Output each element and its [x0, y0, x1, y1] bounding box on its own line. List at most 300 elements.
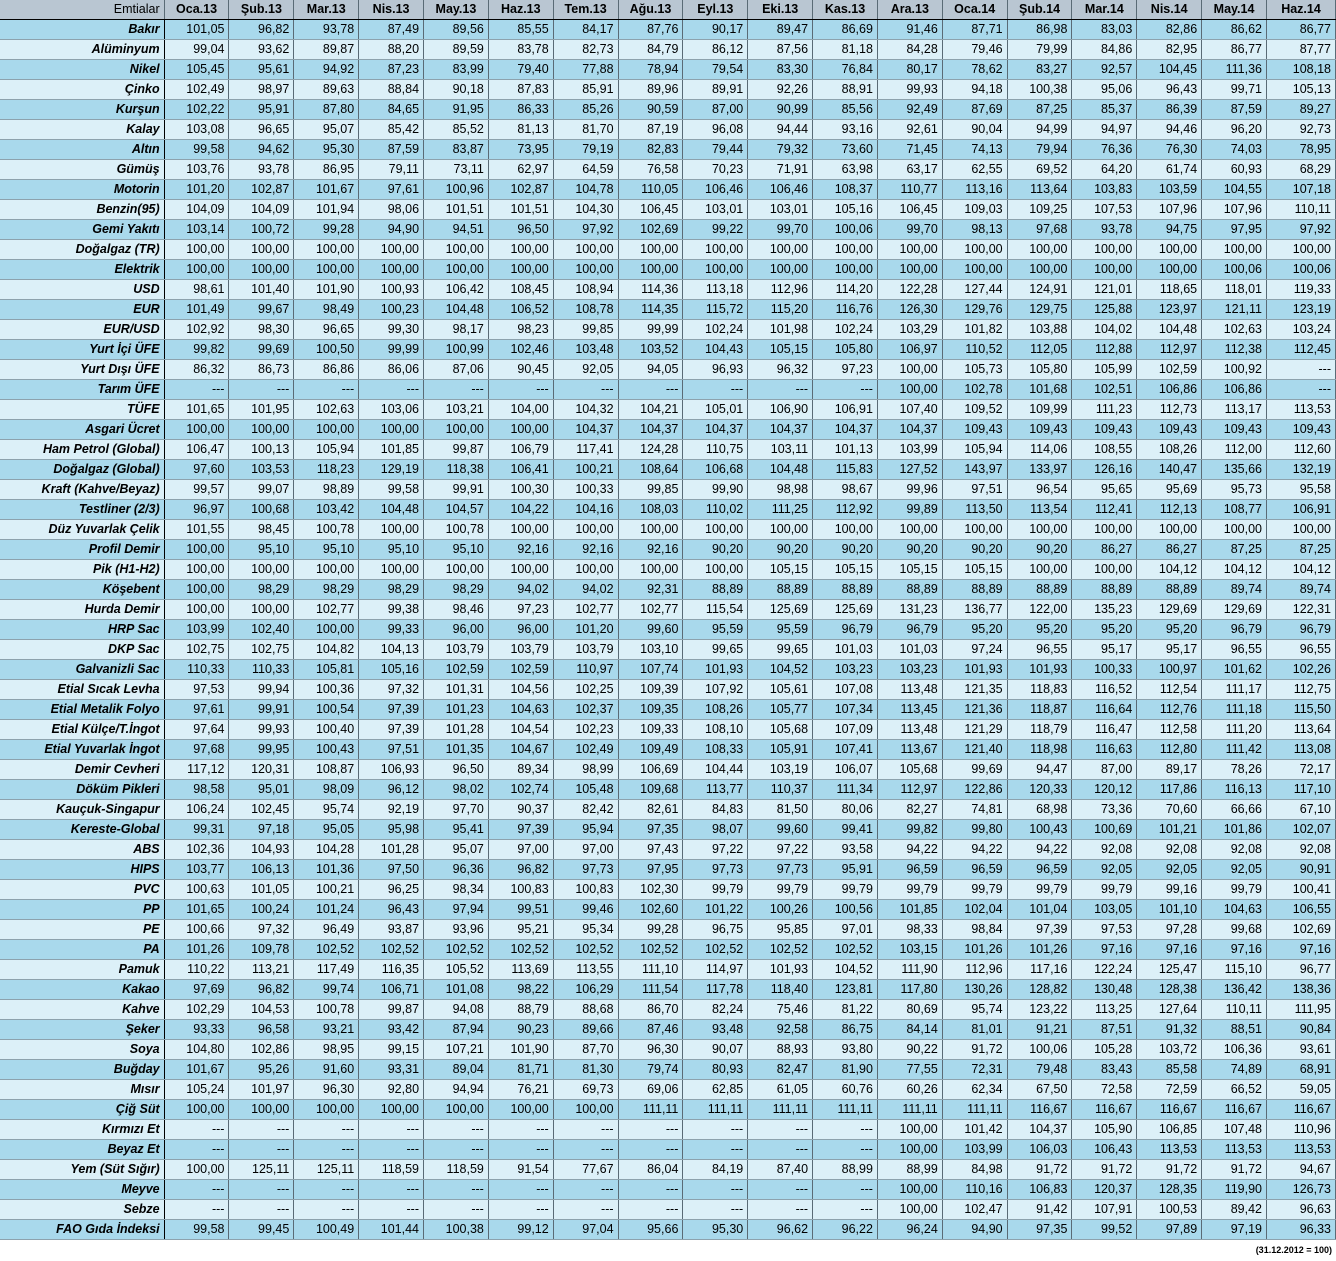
index-value-cell: --- — [164, 1200, 229, 1220]
index-value-cell: 96,24 — [877, 1220, 942, 1240]
index-value-cell: 101,97 — [229, 1080, 294, 1100]
index-value-cell: 102,59 — [1137, 360, 1202, 380]
index-value-cell: 93,48 — [683, 1020, 748, 1040]
index-value-cell: 100,00 — [942, 260, 1007, 280]
index-value-cell: 89,74 — [1202, 580, 1267, 600]
index-value-cell: 117,10 — [1266, 780, 1335, 800]
index-value-cell: 104,37 — [877, 420, 942, 440]
index-value-cell: 118,59 — [424, 1160, 489, 1180]
index-value-cell: 103,48 — [553, 340, 618, 360]
index-value-cell: 101,26 — [1007, 940, 1072, 960]
index-value-cell: 102,46 — [488, 340, 553, 360]
index-value-cell: 98,84 — [942, 920, 1007, 940]
index-value-cell: 99,04 — [164, 40, 229, 60]
index-value-cell: 95,01 — [229, 780, 294, 800]
index-value-cell: 102,63 — [294, 400, 359, 420]
index-value-cell: 97,19 — [1202, 1220, 1267, 1240]
index-value-cell: 102,63 — [1202, 320, 1267, 340]
index-value-cell: 98,95 — [294, 1040, 359, 1060]
index-value-cell: 63,17 — [877, 160, 942, 180]
index-value-cell: 94,02 — [488, 580, 553, 600]
index-value-cell: 93,21 — [294, 1020, 359, 1040]
index-value-cell: 100,00 — [164, 560, 229, 580]
index-value-cell: 81,70 — [553, 120, 618, 140]
index-value-cell: 105,15 — [877, 560, 942, 580]
index-value-cell: 100,00 — [1007, 520, 1072, 540]
index-value-cell: 100,00 — [164, 420, 229, 440]
index-value-cell: 80,06 — [813, 800, 878, 820]
index-value-cell: 113,45 — [877, 700, 942, 720]
index-value-cell: 94,05 — [618, 360, 683, 380]
index-value-cell: 90,20 — [942, 540, 1007, 560]
table-row — [0, 680, 1336, 700]
index-value-cell: 101,21 — [1137, 820, 1202, 840]
index-value-cell: 99,93 — [877, 80, 942, 100]
index-value-cell: 98,29 — [359, 580, 424, 600]
commodity-name-cell: Yurt Dışı ÜFE — [0, 360, 164, 380]
index-value-cell: 97,00 — [553, 840, 618, 860]
index-value-cell: 79,11 — [359, 160, 424, 180]
index-value-cell: 91,72 — [942, 1040, 1007, 1060]
index-value-cell: 107,18 — [1266, 180, 1335, 200]
index-value-cell: 125,69 — [748, 600, 813, 620]
index-value-cell: 103,19 — [748, 760, 813, 780]
index-value-cell: 92,08 — [1266, 840, 1335, 860]
index-value-cell: 93,62 — [229, 40, 294, 60]
index-value-cell: 106,90 — [748, 400, 813, 420]
index-value-cell: 100,00 — [618, 560, 683, 580]
index-value-cell: 97,69 — [164, 980, 229, 1000]
index-value-cell: 97,23 — [813, 360, 878, 380]
index-value-cell: 87,80 — [294, 100, 359, 120]
index-value-cell: 99,90 — [683, 480, 748, 500]
index-value-cell: 93,42 — [359, 1020, 424, 1040]
commodity-name-cell: Sebze — [0, 1200, 164, 1220]
index-value-cell: 100,00 — [164, 240, 229, 260]
index-value-cell: --- — [618, 380, 683, 400]
commodity-name-cell: FAO Gıda İndeksi — [0, 1220, 164, 1240]
index-value-cell: 99,60 — [618, 620, 683, 640]
index-value-cell: 101,93 — [748, 960, 813, 980]
index-value-cell: 129,19 — [359, 460, 424, 480]
index-value-cell: 86,32 — [164, 360, 229, 380]
commodity-name-cell: Kalay — [0, 120, 164, 140]
index-value-cell: 85,42 — [359, 120, 424, 140]
index-value-cell: --- — [553, 1140, 618, 1160]
index-value-cell: 116,47 — [1072, 720, 1137, 740]
index-value-cell: 103,06 — [359, 400, 424, 420]
index-value-cell: 97,04 — [553, 1220, 618, 1240]
index-value-cell: 112,58 — [1137, 720, 1202, 740]
index-value-cell: 100,50 — [294, 340, 359, 360]
table-row — [0, 840, 1336, 860]
index-value-cell: 102,49 — [164, 80, 229, 100]
index-value-cell: 110,02 — [683, 500, 748, 520]
table-row — [0, 360, 1336, 380]
index-value-cell: 100,00 — [618, 520, 683, 540]
index-value-cell: 101,24 — [294, 900, 359, 920]
index-value-cell: 87,46 — [618, 1020, 683, 1040]
index-value-cell: 121,40 — [942, 740, 1007, 760]
index-value-cell: 95,61 — [229, 60, 294, 80]
index-value-cell: 78,95 — [1266, 140, 1335, 160]
index-value-cell: 87,69 — [942, 100, 1007, 120]
index-value-cell: 94,75 — [1137, 220, 1202, 240]
index-value-cell: 100,00 — [1202, 520, 1267, 540]
index-value-cell: 106,69 — [618, 760, 683, 780]
index-value-cell: 90,20 — [813, 540, 878, 560]
index-value-cell: 90,04 — [942, 120, 1007, 140]
index-value-cell: 100,00 — [1007, 260, 1072, 280]
index-value-cell: 100,00 — [1266, 520, 1335, 540]
index-value-cell: 100,00 — [1137, 260, 1202, 280]
index-value-cell: 116,67 — [1137, 1100, 1202, 1120]
commodity-name-cell: PA — [0, 940, 164, 960]
index-value-cell: 110,11 — [1266, 200, 1335, 220]
commodity-name-cell: Kakao — [0, 980, 164, 1000]
index-value-cell: 95,59 — [748, 620, 813, 640]
index-value-cell: 99,38 — [359, 600, 424, 620]
index-value-cell: 100,00 — [553, 1100, 618, 1120]
index-value-cell: 107,08 — [813, 680, 878, 700]
index-value-cell: 117,86 — [1137, 780, 1202, 800]
index-value-cell: 121,11 — [1202, 300, 1267, 320]
column-header-month: Nis.13 — [359, 0, 424, 20]
index-value-cell: 92,57 — [1072, 60, 1137, 80]
index-value-cell: 105,99 — [1072, 360, 1137, 380]
index-value-cell: 118,59 — [359, 1160, 424, 1180]
index-value-cell: 95,05 — [294, 820, 359, 840]
index-value-cell: 76,36 — [1072, 140, 1137, 160]
commodity-name-cell: Etial Yuvarlak İngot — [0, 740, 164, 760]
index-value-cell: 97,39 — [488, 820, 553, 840]
index-value-cell: 86,77 — [1202, 40, 1267, 60]
index-value-cell: 108,45 — [488, 280, 553, 300]
index-value-cell: 100,00 — [424, 240, 489, 260]
index-value-cell: 104,12 — [1137, 560, 1202, 580]
index-value-cell: 95,85 — [748, 920, 813, 940]
index-value-cell: 99,69 — [942, 760, 1007, 780]
index-value-cell: 96,63 — [1266, 1200, 1335, 1220]
index-value-cell: 113,18 — [683, 280, 748, 300]
index-value-cell: --- — [164, 1120, 229, 1140]
commodity-name-cell: Hurda Demir — [0, 600, 164, 620]
index-value-cell: 100,33 — [553, 480, 618, 500]
commodity-name-cell: ABS — [0, 840, 164, 860]
index-value-cell: 109,43 — [1266, 420, 1335, 440]
index-value-cell: 101,10 — [1137, 900, 1202, 920]
index-value-cell: 116,76 — [813, 300, 878, 320]
index-value-cell: 100,00 — [424, 1100, 489, 1120]
index-value-cell: 89,17 — [1137, 760, 1202, 780]
index-value-cell: 105,61 — [748, 680, 813, 700]
index-value-cell: 97,92 — [1266, 220, 1335, 240]
table-row — [0, 960, 1336, 980]
index-value-cell: --- — [229, 1200, 294, 1220]
index-value-cell: 100,00 — [229, 240, 294, 260]
index-value-cell: 102,52 — [748, 940, 813, 960]
index-value-cell: 111,95 — [1266, 1000, 1335, 1020]
index-value-cell: 100,00 — [488, 1100, 553, 1120]
index-value-cell: 101,95 — [229, 400, 294, 420]
index-value-cell: 100,69 — [1072, 820, 1137, 840]
index-value-cell: 102,36 — [164, 840, 229, 860]
index-value-cell: 110,05 — [618, 180, 683, 200]
table-row — [0, 740, 1336, 760]
index-value-cell: 109,43 — [942, 420, 1007, 440]
index-value-cell: 92,61 — [877, 120, 942, 140]
commodity-name-cell: Etial Sıcak Levha — [0, 680, 164, 700]
index-value-cell: 82,83 — [618, 140, 683, 160]
index-value-cell: 95,20 — [1137, 620, 1202, 640]
index-value-cell: 97,92 — [553, 220, 618, 240]
index-value-cell: 94,92 — [294, 60, 359, 80]
index-value-cell: 101,85 — [877, 900, 942, 920]
index-value-cell: 113,16 — [942, 180, 1007, 200]
table-row — [0, 640, 1336, 660]
index-value-cell: 106,85 — [1137, 1120, 1202, 1140]
index-value-cell: 99,89 — [877, 500, 942, 520]
index-value-cell: 90,99 — [748, 100, 813, 120]
index-value-cell: 110,22 — [164, 960, 229, 980]
index-value-cell: 85,58 — [1137, 1060, 1202, 1080]
column-header-month: Eyl.13 — [683, 0, 748, 20]
index-value-cell: 86,73 — [229, 360, 294, 380]
index-value-cell: 102,26 — [1266, 660, 1335, 680]
index-value-cell: --- — [488, 1140, 553, 1160]
index-value-cell: 104,57 — [424, 500, 489, 520]
index-value-cell: 67,10 — [1266, 800, 1335, 820]
index-value-cell: 100,00 — [813, 520, 878, 540]
index-value-cell: 126,73 — [1266, 1180, 1335, 1200]
index-value-cell: 95,30 — [683, 1220, 748, 1240]
index-value-cell: 100,00 — [359, 260, 424, 280]
index-value-cell: 99,85 — [553, 320, 618, 340]
index-value-cell: 106,86 — [1137, 380, 1202, 400]
index-value-cell: --- — [683, 1200, 748, 1220]
index-value-cell: 100,06 — [1266, 260, 1335, 280]
commodity-name-cell: Testliner (2/3) — [0, 500, 164, 520]
index-value-cell: 86,04 — [618, 1160, 683, 1180]
index-value-cell: 122,86 — [942, 780, 1007, 800]
index-value-cell: 110,96 — [1266, 1120, 1335, 1140]
table-row — [0, 820, 1336, 840]
index-value-cell: 107,74 — [618, 660, 683, 680]
index-value-cell: 115,54 — [683, 600, 748, 620]
index-value-cell: 127,44 — [942, 280, 1007, 300]
index-value-cell: 100,53 — [1137, 1200, 1202, 1220]
index-value-cell: 90,91 — [1266, 860, 1335, 880]
index-value-cell: 100,00 — [618, 260, 683, 280]
index-value-cell: 129,76 — [942, 300, 1007, 320]
index-value-cell: --- — [813, 1140, 878, 1160]
index-value-cell: 95,58 — [1266, 480, 1335, 500]
index-value-cell: 90,22 — [877, 1040, 942, 1060]
index-value-cell: 68,91 — [1266, 1060, 1335, 1080]
index-value-cell: 102,40 — [229, 620, 294, 640]
index-value-cell: 83,03 — [1072, 20, 1137, 40]
index-value-cell: 100,26 — [748, 900, 813, 920]
table-row — [0, 520, 1336, 540]
index-value-cell: --- — [229, 1120, 294, 1140]
index-value-cell: 82,95 — [1137, 40, 1202, 60]
index-value-cell: 100,21 — [553, 460, 618, 480]
index-value-cell: --- — [553, 1120, 618, 1140]
index-value-cell: 97,22 — [748, 840, 813, 860]
index-value-cell: 100,40 — [294, 720, 359, 740]
index-value-cell: --- — [294, 1120, 359, 1140]
index-value-cell: 115,50 — [1266, 700, 1335, 720]
index-value-cell: 99,33 — [359, 620, 424, 640]
index-value-cell: 102,60 — [618, 900, 683, 920]
index-value-cell: 96,30 — [294, 1080, 359, 1100]
table-row — [0, 940, 1336, 960]
index-value-cell: 99,94 — [229, 680, 294, 700]
index-value-cell: 95,17 — [1137, 640, 1202, 660]
commodity-name-cell: TÜFE — [0, 400, 164, 420]
index-value-cell: 111,90 — [877, 960, 942, 980]
index-value-cell: 100,00 — [553, 240, 618, 260]
index-value-cell: 100,06 — [813, 220, 878, 240]
commodity-name-cell: Galvanizli Sac — [0, 660, 164, 680]
index-value-cell: 113,25 — [1072, 1000, 1137, 1020]
index-value-cell: 122,24 — [1072, 960, 1137, 980]
index-value-cell: 97,68 — [1007, 220, 1072, 240]
index-value-cell: 96,79 — [813, 620, 878, 640]
index-value-cell: --- — [164, 1140, 229, 1160]
index-value-cell: 81,71 — [488, 1060, 553, 1080]
index-value-cell: 99,31 — [164, 820, 229, 840]
index-value-cell: 104,48 — [1137, 320, 1202, 340]
index-value-cell: 95,20 — [1007, 620, 1072, 640]
index-value-cell: 92,08 — [1202, 840, 1267, 860]
index-value-cell: 96,50 — [488, 220, 553, 240]
index-value-cell: 98,49 — [294, 300, 359, 320]
commodity-name-cell: Ham Petrol (Global) — [0, 440, 164, 460]
index-value-cell: 102,30 — [618, 880, 683, 900]
index-value-cell: 113,64 — [1007, 180, 1072, 200]
index-value-cell: 99,41 — [813, 820, 878, 840]
index-value-cell: 101,90 — [488, 1040, 553, 1060]
index-value-cell: 100,00 — [229, 560, 294, 580]
index-value-cell: 100,23 — [359, 300, 424, 320]
index-value-cell: 101,20 — [164, 180, 229, 200]
index-value-cell: 124,28 — [618, 440, 683, 460]
index-value-cell: --- — [229, 1140, 294, 1160]
index-value-cell: 96,82 — [229, 20, 294, 40]
index-value-cell: 99,28 — [294, 220, 359, 240]
index-value-cell: 97,23 — [488, 600, 553, 620]
index-value-cell: 117,80 — [877, 980, 942, 1000]
index-value-cell: 79,48 — [1007, 1060, 1072, 1080]
index-value-cell: 101,04 — [1007, 900, 1072, 920]
index-value-cell: 87,00 — [1072, 760, 1137, 780]
index-value-cell: 84,83 — [683, 800, 748, 820]
index-value-cell: 101,67 — [164, 1060, 229, 1080]
commodity-name-cell: Kereste-Global — [0, 820, 164, 840]
index-value-cell: 99,51 — [488, 900, 553, 920]
index-value-cell: --- — [359, 1140, 424, 1160]
index-value-cell: 100,00 — [877, 260, 942, 280]
index-value-cell: 96,12 — [359, 780, 424, 800]
index-value-cell: 93,78 — [1072, 220, 1137, 240]
index-value-cell: 106,03 — [1007, 1140, 1072, 1160]
index-value-cell: 111,17 — [1202, 680, 1267, 700]
index-value-cell: 95,94 — [553, 820, 618, 840]
index-value-cell: 96,82 — [488, 860, 553, 880]
index-value-cell: 111,36 — [1202, 60, 1267, 80]
index-value-cell: 97,61 — [164, 700, 229, 720]
index-value-cell: 140,47 — [1137, 460, 1202, 480]
index-value-cell: --- — [748, 1180, 813, 1200]
index-value-cell: 99,87 — [359, 1000, 424, 1020]
index-value-cell: 120,12 — [1072, 780, 1137, 800]
index-value-cell: 100,00 — [359, 560, 424, 580]
index-value-cell: 88,84 — [359, 80, 424, 100]
index-value-cell: 96,59 — [1007, 860, 1072, 880]
table-row — [0, 1200, 1336, 1220]
index-value-cell: 90,59 — [618, 100, 683, 120]
index-value-cell: 72,31 — [942, 1060, 1007, 1080]
index-value-cell: 101,65 — [164, 900, 229, 920]
index-value-cell: 99,28 — [618, 920, 683, 940]
index-value-cell: 111,11 — [813, 1100, 878, 1120]
index-value-cell: 100,00 — [1072, 560, 1137, 580]
index-value-cell: 102,52 — [813, 940, 878, 960]
index-value-cell: 113,55 — [553, 960, 618, 980]
index-value-cell: 99,95 — [229, 740, 294, 760]
index-value-cell: 116,67 — [1072, 1100, 1137, 1120]
index-value-cell: 76,30 — [1137, 140, 1202, 160]
index-value-cell: 100,00 — [164, 1160, 229, 1180]
index-value-cell: --- — [748, 1200, 813, 1220]
index-value-cell: 89,34 — [488, 760, 553, 780]
index-value-cell: 79,99 — [1007, 40, 1072, 60]
index-value-cell: 95,10 — [359, 540, 424, 560]
index-value-cell: 100,00 — [164, 260, 229, 280]
index-value-cell: 135,66 — [1202, 460, 1267, 480]
index-value-cell: 103,77 — [164, 860, 229, 880]
index-value-cell: 91,54 — [488, 1160, 553, 1180]
index-value-cell: 96,62 — [748, 1220, 813, 1240]
index-value-cell: 99,85 — [618, 480, 683, 500]
index-value-cell: 97,16 — [1072, 940, 1137, 960]
index-value-cell: 103,01 — [683, 200, 748, 220]
table-row — [0, 540, 1336, 560]
index-value-cell: 92,05 — [553, 360, 618, 380]
table-row — [0, 40, 1336, 60]
index-value-cell: 74,13 — [942, 140, 1007, 160]
index-value-cell: 95,20 — [942, 620, 1007, 640]
table-row — [0, 780, 1336, 800]
index-value-cell: 100,00 — [294, 260, 359, 280]
index-value-cell: --- — [229, 380, 294, 400]
index-value-cell: 114,36 — [618, 280, 683, 300]
index-value-cell: 86,12 — [683, 40, 748, 60]
commodity-name-cell: DKP Sac — [0, 640, 164, 660]
index-value-cell: 101,94 — [294, 200, 359, 220]
index-value-cell: 95,06 — [1072, 80, 1137, 100]
index-value-cell: 104,22 — [488, 500, 553, 520]
index-value-cell: 100,00 — [164, 540, 229, 560]
commodity-name-cell: Nikel — [0, 60, 164, 80]
index-value-cell: 93,87 — [359, 920, 424, 940]
index-value-cell: 100,00 — [877, 1120, 942, 1140]
index-value-cell: 97,39 — [359, 700, 424, 720]
commodity-name-cell: HIPS — [0, 860, 164, 880]
index-value-cell: 98,29 — [294, 580, 359, 600]
index-value-cell: 143,97 — [942, 460, 1007, 480]
